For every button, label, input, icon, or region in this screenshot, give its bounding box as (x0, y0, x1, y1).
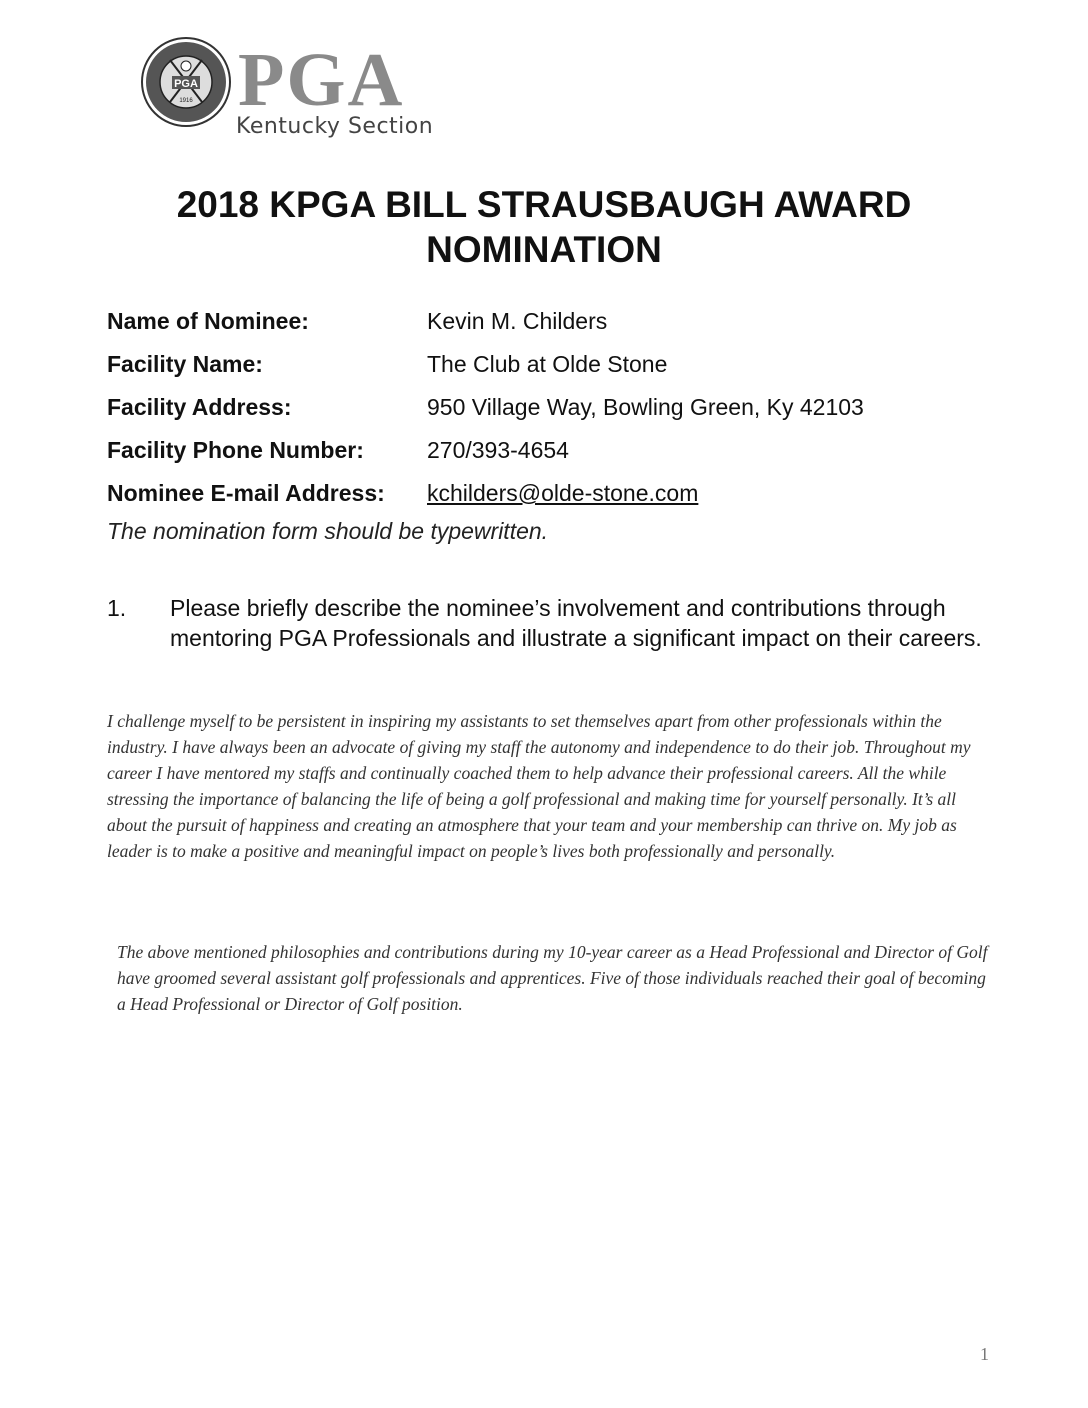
field-row-nominee-name (107, 303, 1007, 346)
page-title (0, 182, 1088, 272)
field-label: Facility Name: (107, 351, 263, 377)
logo-wordmark: PGA (238, 38, 405, 122)
question-number: 1. (107, 595, 127, 621)
title-line-1: 2018 KPGA BILL STRAUSBAUGH AWARD (176, 184, 912, 225)
field-row-facility-name (107, 346, 1007, 389)
answer-paragraph-2: The above mentioned philosophies and contributions during my 10-year career as a Head Professional and Director of Golf have groomed several assistant golf professionals and apprentices. Five of those individuals reached their goal of becoming a Head Professional or Director of Golf position. (117, 942, 988, 1014)
field-label: Facility Address: (107, 394, 292, 420)
field-row-facility-phone (107, 432, 1007, 475)
logo-section-name: Kentucky Section (236, 114, 434, 139)
field-value: The Club at Olde Stone (427, 351, 668, 377)
email-link[interactable]: kchilders@olde-stone.com (427, 480, 699, 506)
question-text: Please briefly describe the nominee’s involvement and contributions through mentoring PGA Professionals and illustrate a significant impact on their careers. (170, 595, 982, 651)
field-value: Kevin M. Childers (427, 308, 608, 334)
seal-year: 1916 (179, 98, 193, 104)
field-label: Facility Phone Number: (107, 437, 364, 463)
field-row-nominee-email (107, 475, 1007, 518)
pga-seal-icon (140, 36, 232, 128)
nominee-fields (107, 303, 1007, 518)
seal-inner-text: PGA (174, 78, 198, 90)
field-value: 270/393-4654 (427, 437, 569, 463)
title-line-2: NOMINATION (426, 229, 662, 270)
answer-paragraph-1: I challenge myself to be persistent in inspiring my assistants to set themselves apart from other professionals within the industry. I have always been an advocate of giving my staff the autonomy and independence to do their job. Throughout my career I have mentored my staffs and continually coached them to help advance their professional careers. All the while stressing the importance of balancing the life of being a golf professional and making time for yourself personally. It’s all about the pursuit of happiness and creating an atmosphere that your team and your membership can thrive on. My job as leader is to make a positive and meaningful impact on people’s lives both professionally and personally. (107, 711, 971, 861)
typewritten-note: The nomination form should be typewritten. (107, 518, 549, 544)
field-label: Nominee E-mail Address: (107, 480, 385, 506)
pga-kentucky-logo (140, 36, 440, 146)
field-row-facility-address (107, 389, 1007, 432)
field-label: Name of Nominee: (107, 308, 309, 334)
page-number: 1 (980, 1344, 989, 1364)
field-value: 950 Village Way, Bowling Green, Ky 42103 (427, 394, 864, 420)
